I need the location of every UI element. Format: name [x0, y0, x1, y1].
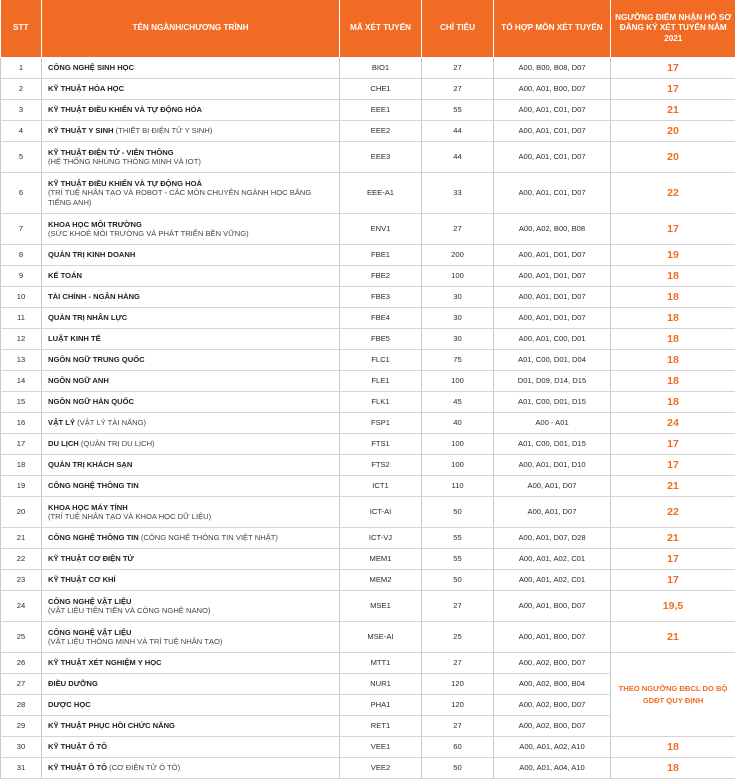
table-row — [1, 350, 735, 371]
row-stt: 2 — [1, 79, 42, 100]
table-row — [1, 58, 735, 79]
program-subtitle: (HỆ THỐNG NHÚNG THÔNG MINH VÀ IOT) — [48, 157, 201, 166]
row-combo: A00, A02, B00, B04 — [494, 674, 611, 695]
row-quota: 27 — [422, 716, 494, 737]
row-stt: 21 — [1, 528, 42, 549]
row-quota: 30 — [422, 308, 494, 329]
row-score: 21 — [611, 476, 735, 497]
table-row — [1, 653, 735, 674]
table-row — [1, 100, 735, 121]
row-code: FTS1 — [340, 434, 422, 455]
table-row — [1, 737, 735, 758]
row-combo: A00, A01, B00, D07 — [494, 79, 611, 100]
row-stt: 13 — [1, 350, 42, 371]
row-quota: 100 — [422, 266, 494, 287]
program-title: KỸ THUẬT ĐIỀU KHIỂN VÀ TỰ ĐỘNG HÓA — [48, 105, 202, 115]
table-row — [1, 308, 735, 329]
program-subtitle: (CƠ ĐIỆN TỬ Ô TÔ) — [107, 763, 181, 773]
row-combo: A00, A01, D01, D07 — [494, 308, 611, 329]
table-row — [1, 329, 735, 350]
row-program-name — [42, 622, 340, 653]
program-title: DƯỢC HỌC — [48, 700, 91, 710]
row-combo: A00, A01, C01, D07 — [494, 173, 611, 214]
row-code: FLC1 — [340, 350, 422, 371]
row-stt: 17 — [1, 434, 42, 455]
row-quota: 75 — [422, 350, 494, 371]
row-program-name — [42, 245, 340, 266]
row-quota: 27 — [422, 591, 494, 622]
row-stt: 9 — [1, 266, 42, 287]
program-title: QUẢN TRỊ KHÁCH SẠN — [48, 460, 133, 470]
row-stt: 12 — [1, 329, 42, 350]
row-quota: 33 — [422, 173, 494, 214]
row-code: RET1 — [340, 716, 422, 737]
program-title: KỸ THUẬT CƠ ĐIỆN TỬ — [48, 554, 134, 564]
row-stt: 31 — [1, 758, 42, 779]
row-score: 19,5 — [611, 591, 735, 622]
row-score: 17 — [611, 214, 735, 245]
row-quota: 110 — [422, 476, 494, 497]
row-score: 18 — [611, 287, 735, 308]
row-quota: 50 — [422, 570, 494, 591]
row-program-name — [42, 695, 340, 716]
program-subtitle: (VẬT LIỆU TIÊN TIẾN VÀ CÔNG NGHỆ NANO) — [48, 606, 211, 615]
row-score: 20 — [611, 142, 735, 173]
row-stt: 28 — [1, 695, 42, 716]
program-subtitle: (CÔNG NGHỆ THÔNG TIN VIỆT NHẬT) — [138, 533, 278, 543]
row-code: FSP1 — [340, 413, 422, 434]
row-program-name — [42, 79, 340, 100]
row-stt: 26 — [1, 653, 42, 674]
row-program-name — [42, 121, 340, 142]
table-row — [1, 413, 735, 434]
row-stt: 7 — [1, 214, 42, 245]
row-program-name — [42, 737, 340, 758]
row-score: 21 — [611, 528, 735, 549]
row-stt: 8 — [1, 245, 42, 266]
row-stt: 30 — [1, 737, 42, 758]
row-code: VEE1 — [340, 737, 422, 758]
row-quota: 45 — [422, 392, 494, 413]
row-score: 18 — [611, 371, 735, 392]
table-row — [1, 758, 735, 779]
row-code: MEM2 — [340, 570, 422, 591]
row-quota: 40 — [422, 413, 494, 434]
row-program-name — [42, 100, 340, 121]
row-code: CHE1 — [340, 79, 422, 100]
row-code: FLK1 — [340, 392, 422, 413]
row-combo: A00, A01, D01, D07 — [494, 287, 611, 308]
row-stt: 1 — [1, 58, 42, 79]
table-row — [1, 497, 735, 528]
row-program-name — [42, 570, 340, 591]
row-combo: A01, C00, D01, D15 — [494, 434, 611, 455]
program-title: QUẢN TRỊ NHÂN LỰC — [48, 313, 128, 323]
row-combo: A00, A01, A02, C01 — [494, 570, 611, 591]
row-combo: A00, A01, C01, D07 — [494, 121, 611, 142]
row-quota: 30 — [422, 329, 494, 350]
row-combo: A00, A01, D01, D10 — [494, 455, 611, 476]
row-score: 17 — [611, 455, 735, 476]
program-title: KỸ THUẬT Ô TÔ — [48, 763, 108, 773]
row-program-name — [42, 392, 340, 413]
table-header-row — [1, 0, 735, 58]
table-row — [1, 392, 735, 413]
header-stt: STT — [1, 0, 42, 58]
table-row — [1, 455, 735, 476]
row-stt: 16 — [1, 413, 42, 434]
table-row — [1, 266, 735, 287]
row-quota: 27 — [422, 58, 494, 79]
row-code: FLE1 — [340, 371, 422, 392]
table-row — [1, 476, 735, 497]
row-combo: A00, A01, C01, D07 — [494, 142, 611, 173]
table-row — [1, 591, 735, 622]
row-quota: 55 — [422, 528, 494, 549]
program-subtitle: (THIẾT BỊ ĐIỆN TỬ Y SINH) — [113, 126, 213, 136]
row-program-name — [42, 58, 340, 79]
row-combo: A00, A02, B00, D07 — [494, 716, 611, 737]
program-title: KỸ THUẬT ĐIỀU KHIỂN VÀ TỰ ĐỘNG HOÁ — [48, 179, 202, 189]
row-program-name — [42, 214, 340, 245]
table-row — [1, 121, 735, 142]
row-program-name — [42, 287, 340, 308]
row-score: 18 — [611, 266, 735, 287]
row-combo: A00, A01, D01, D07 — [494, 245, 611, 266]
row-quota: 60 — [422, 737, 494, 758]
row-code: FBE2 — [340, 266, 422, 287]
row-stt: 6 — [1, 173, 42, 214]
program-subtitle: (TRÍ TUỆ NHÂN TẠO VÀ ROBOT - CÁC MÔN CHUYÊN NGÀNH HỌC BẰNG TIẾNG ANH) — [48, 188, 312, 207]
row-combo: A00, A01, A02, A10 — [494, 737, 611, 758]
row-code: MTT1 — [340, 653, 422, 674]
row-code: MSE-AI — [340, 622, 422, 653]
row-program-name — [42, 329, 340, 350]
row-stt: 3 — [1, 100, 42, 121]
row-code: NUR1 — [340, 674, 422, 695]
row-combo: A01, C00, D01, D04 — [494, 350, 611, 371]
row-stt: 10 — [1, 287, 42, 308]
row-stt: 25 — [1, 622, 42, 653]
row-program-name — [42, 716, 340, 737]
row-combo: A00, A01, D01, D07 — [494, 266, 611, 287]
row-program-name — [42, 528, 340, 549]
row-program-name — [42, 476, 340, 497]
row-code: FBE3 — [340, 287, 422, 308]
row-stt: 20 — [1, 497, 42, 528]
header-code: MÃ XÉT TUYỂN — [340, 0, 422, 58]
row-combo: A00, A01, A04, A10 — [494, 758, 611, 779]
row-combo: A00, A01, D07 — [494, 476, 611, 497]
row-program-name — [42, 434, 340, 455]
program-title: KỸ THUẬT HÓA HỌC — [48, 84, 125, 94]
program-title: CÔNG NGHỆ THÔNG TIN — [48, 481, 139, 491]
program-title: ĐIỀU DƯỠNG — [48, 679, 98, 689]
row-quota: 200 — [422, 245, 494, 266]
row-program-name — [42, 653, 340, 674]
row-quota: 27 — [422, 79, 494, 100]
row-score: 18 — [611, 737, 735, 758]
row-combo: A00, A01, B00, D07 — [494, 591, 611, 622]
row-quota: 44 — [422, 121, 494, 142]
row-score: 20 — [611, 121, 735, 142]
table-row — [1, 549, 735, 570]
merged-note-text: THEO NGƯỠNG ĐBCL DO BỘ GDĐT QUY ĐỊNH — [618, 683, 728, 705]
row-code: MEM1 — [340, 549, 422, 570]
row-combo: D01, D09, D14, D15 — [494, 371, 611, 392]
row-program-name — [42, 350, 340, 371]
program-title: CÔNG NGHỆ THÔNG TIN — [48, 533, 139, 543]
program-subtitle: (TRÍ TUỆ NHÂN TẠO VÀ KHOA HỌC DỮ LIỆU) — [48, 512, 212, 521]
row-stt: 22 — [1, 549, 42, 570]
row-combo: A00, A01, C00, D01 — [494, 329, 611, 350]
table-row — [1, 434, 735, 455]
program-title: LUẬT KINH TẾ — [48, 334, 101, 344]
program-title: KỸ THUẬT CƠ KHÍ — [48, 575, 116, 585]
row-code: FBE5 — [340, 329, 422, 350]
row-quota: 120 — [422, 695, 494, 716]
row-quota: 120 — [422, 674, 494, 695]
row-score: 18 — [611, 329, 735, 350]
merged-score-note — [611, 653, 735, 737]
row-program-name — [42, 758, 340, 779]
row-score: 17 — [611, 549, 735, 570]
row-quota: 100 — [422, 434, 494, 455]
row-score: 17 — [611, 79, 735, 100]
row-code: BIO1 — [340, 58, 422, 79]
program-subtitle: (QUẢN TRỊ DU LỊCH) — [78, 439, 155, 449]
program-title: KHOA HỌC MÁY TÍNH — [48, 502, 128, 512]
table-row — [1, 245, 735, 266]
program-title: KỸ THUẬT Y SINH — [48, 126, 114, 136]
program-title: NGÔN NGỮ ANH — [48, 376, 109, 386]
row-combo: A00 - A01 — [494, 413, 611, 434]
row-quota: 50 — [422, 497, 494, 528]
program-title: CÔNG NGHỆ VẬT LIỆU — [48, 627, 132, 637]
row-combo: A00, B00, B08, D07 — [494, 58, 611, 79]
program-title: NGÔN NGỮ HÀN QUỐC — [48, 397, 135, 407]
row-stt: 27 — [1, 674, 42, 695]
row-code: ENV1 — [340, 214, 422, 245]
row-combo: A00, A01, B00, D07 — [494, 622, 611, 653]
program-title: NGÔN NGỮ TRUNG QUỐC — [48, 355, 145, 365]
program-title: KỸ THUẬT Ô TÔ — [48, 742, 108, 752]
header-combo: TỔ HỢP MÔN XÉT TUYỂN — [494, 0, 611, 58]
row-stt: 11 — [1, 308, 42, 329]
row-program-name — [42, 142, 340, 173]
row-score: 18 — [611, 392, 735, 413]
row-program-name — [42, 371, 340, 392]
row-score: 22 — [611, 173, 735, 214]
row-code: ICT-VJ — [340, 528, 422, 549]
row-program-name — [42, 173, 340, 214]
row-score: 21 — [611, 622, 735, 653]
row-program-name — [42, 591, 340, 622]
row-code: EEE-A1 — [340, 173, 422, 214]
table-row — [1, 570, 735, 591]
row-score: 17 — [611, 58, 735, 79]
table-row — [1, 173, 735, 214]
table-body — [1, 58, 735, 779]
row-code: VEE2 — [340, 758, 422, 779]
row-stt: 15 — [1, 392, 42, 413]
table-row — [1, 528, 735, 549]
row-code: PHA1 — [340, 695, 422, 716]
row-combo: A00, A01, C01, D07 — [494, 100, 611, 121]
program-title: QUẢN TRỊ KINH DOANH — [48, 250, 136, 260]
row-quota: 55 — [422, 549, 494, 570]
row-code: EEE2 — [340, 121, 422, 142]
row-quota: 27 — [422, 653, 494, 674]
program-title: KỸ THUẬT ĐIỆN TỬ - VIỄN THÔNG — [48, 147, 174, 157]
row-code: FBE4 — [340, 308, 422, 329]
program-title: KHOA HỌC MÔI TRƯỜNG — [48, 219, 142, 229]
row-combo: A00, A02, B00, D07 — [494, 695, 611, 716]
program-title: CÔNG NGHỆ SINH HỌC — [48, 63, 135, 73]
row-code: ICT1 — [340, 476, 422, 497]
header-quota: CHỈ TIÊU — [422, 0, 494, 58]
row-quota: 50 — [422, 758, 494, 779]
row-quota: 44 — [422, 142, 494, 173]
row-stt: 4 — [1, 121, 42, 142]
row-score: 17 — [611, 570, 735, 591]
row-combo: A00, A01, D07, D28 — [494, 528, 611, 549]
row-combo: A00, A01, D07 — [494, 497, 611, 528]
row-combo: A00, A02, B00, D07 — [494, 653, 611, 674]
row-stt: 5 — [1, 142, 42, 173]
row-program-name — [42, 455, 340, 476]
table-row — [1, 622, 735, 653]
row-program-name — [42, 497, 340, 528]
program-title: KỸ THUẬT XÉT NGHIỆM Y HỌC — [48, 658, 162, 668]
row-stt: 23 — [1, 570, 42, 591]
row-score: 17 — [611, 434, 735, 455]
row-quota: 55 — [422, 100, 494, 121]
table-row — [1, 287, 735, 308]
row-score: 21 — [611, 100, 735, 121]
program-subtitle: (SỨC KHOẺ MÔI TRƯỜNG VÀ PHÁT TRIỂN BỀN VỮNG) — [48, 229, 249, 238]
row-score: 18 — [611, 350, 735, 371]
table-row — [1, 142, 735, 173]
row-stt: 14 — [1, 371, 42, 392]
program-title: KẾ TOÁN — [48, 271, 83, 281]
row-score: 18 — [611, 758, 735, 779]
row-quota: 25 — [422, 622, 494, 653]
row-combo: A01, C00, D01, D15 — [494, 392, 611, 413]
row-program-name — [42, 308, 340, 329]
row-code: FBE1 — [340, 245, 422, 266]
row-stt: 19 — [1, 476, 42, 497]
row-code: FTS2 — [340, 455, 422, 476]
program-subtitle: (VẬT LIỆU THÔNG MINH VÀ TRÍ TUỆ NHÂN TẠO) — [48, 637, 223, 646]
program-title: CÔNG NGHỆ VẬT LIỆU — [48, 596, 132, 606]
header-program: TÊN NGÀNH/CHƯƠNG TRÌNH — [42, 0, 340, 58]
program-title: TÀI CHÍNH - NGÂN HÀNG — [48, 292, 140, 302]
program-title: KỸ THUẬT PHỤC HỒI CHỨC NĂNG — [48, 721, 175, 731]
row-code: EEE1 — [340, 100, 422, 121]
row-combo: A00, A01, A02, C01 — [494, 549, 611, 570]
row-program-name — [42, 549, 340, 570]
table-row — [1, 79, 735, 100]
row-quota: 30 — [422, 287, 494, 308]
row-quota: 100 — [422, 455, 494, 476]
table-row — [1, 371, 735, 392]
row-program-name — [42, 413, 340, 434]
program-title: VẬT LÝ — [48, 418, 76, 428]
table-row — [1, 214, 735, 245]
row-quota: 27 — [422, 214, 494, 245]
row-code: MSE1 — [340, 591, 422, 622]
row-combo: A00, A02, B00, B08 — [494, 214, 611, 245]
program-title: DU LỊCH — [48, 439, 79, 449]
row-score: 24 — [611, 413, 735, 434]
row-quota: 100 — [422, 371, 494, 392]
program-subtitle: (VẬT LÝ TÀI NĂNG) — [75, 418, 147, 428]
row-code: ICT-AI — [340, 497, 422, 528]
row-program-name — [42, 674, 340, 695]
row-code: EEE3 — [340, 142, 422, 173]
header-score: NGƯỠNG ĐIỂM NHẬN HỒ SƠ ĐĂNG KÝ XÉT TUYỂN NĂM 2021 — [611, 0, 735, 58]
row-stt: 24 — [1, 591, 42, 622]
row-stt: 18 — [1, 455, 42, 476]
row-score: 18 — [611, 308, 735, 329]
row-score: 19 — [611, 245, 735, 266]
row-program-name — [42, 266, 340, 287]
row-stt: 29 — [1, 716, 42, 737]
row-score: 22 — [611, 497, 735, 528]
